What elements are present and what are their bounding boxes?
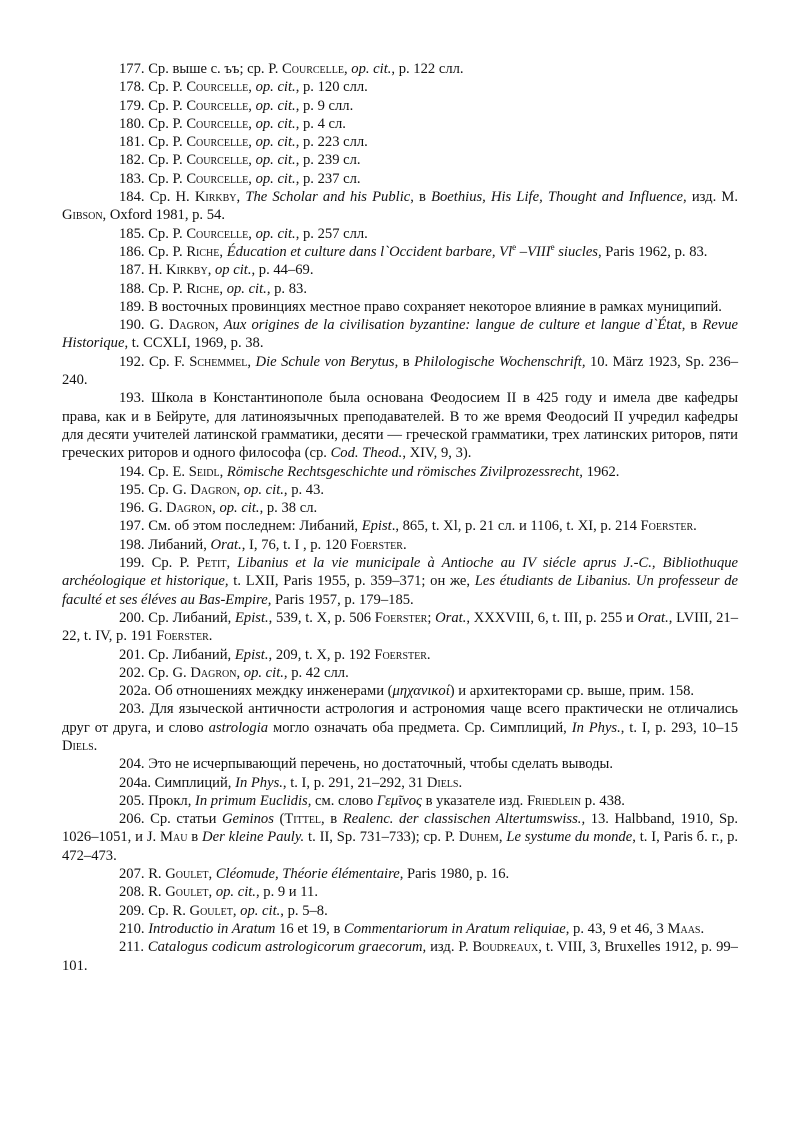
italic-text: In primum Euclidis,: [195, 792, 312, 809]
note-text: , p. 9 и 11.: [255, 884, 318, 901]
note-text: 16 et 19, в: [275, 920, 344, 937]
note-text: 204а. Симплиций,: [119, 774, 236, 791]
footnote-178: [62, 78, 738, 96]
italic-text: Libanius et la vie municipale à Antioche au IV siécle aprus J.-C., Bibliothuque archéologique et historique,: [62, 555, 739, 590]
italic-text: op. cit.: [243, 481, 284, 498]
note-text: 181. Ср. P.: [119, 134, 187, 151]
note-text: , p. 43, 9 et 46, 3: [565, 920, 668, 937]
author-name: Tittel: [284, 811, 322, 828]
footnote-192: [62, 353, 738, 390]
author-name: Courcelle: [186, 225, 249, 242]
author-name: Kirkby: [194, 189, 237, 206]
note-text: , Paris 1980, p. 16.: [399, 866, 510, 883]
note-text: ,: [248, 115, 256, 132]
note-text: ,: [219, 243, 227, 260]
italic-text: Cléomude, Théorie élémentaire: [215, 866, 400, 883]
superscript: e: [550, 242, 555, 253]
note-text: , p. 83.: [266, 280, 307, 297]
italic-text: Geminos: [222, 811, 274, 828]
note-text: ,: [207, 262, 215, 279]
italic-text: op. cit.: [351, 61, 392, 77]
author-name: Mau: [160, 829, 188, 846]
footnote-180: [62, 115, 738, 133]
author-name: Kirkby: [166, 262, 208, 279]
note-text: см. слово: [311, 792, 377, 809]
note-text: ,: [236, 664, 244, 681]
italic-text: Epist.: [234, 646, 269, 663]
author-name: Foerster: [350, 536, 403, 553]
note-text: , LVIII, 21–22, t. IV, p. 191: [62, 609, 738, 645]
footnote-190: [62, 316, 738, 353]
author-name: Courcelle: [186, 79, 249, 96]
footnote-207: [62, 865, 738, 883]
note-text: 202. Ср. G.: [119, 664, 191, 681]
note-text: , p. 257 слл.: [295, 225, 368, 242]
italic-text: Epist.: [235, 609, 269, 626]
note-text: 10. März 1923, Sp. 236–240.: [62, 353, 738, 389]
footnote-193: [62, 389, 738, 462]
note-text: 194. Ср. E.: [119, 463, 189, 480]
italic-text: Revue Historique: [62, 317, 739, 352]
note-text: 207. R.: [119, 866, 166, 883]
italic-text: In Phys.: [235, 774, 283, 791]
footnote-199: [62, 554, 738, 609]
note-text: 182. Ср. P.: [119, 152, 187, 169]
note-text: 204. Это не исчерпывающий перечень, но достаточный, чтобы сделать выводы.: [119, 756, 613, 773]
note-text: в: [187, 829, 203, 846]
note-text: , p. 43.: [283, 481, 325, 498]
note-text: , p. 9 слл.: [295, 97, 354, 114]
note-text: могло означать оба предмета. Ср. Симплиций,: [268, 719, 572, 736]
footnote-209: [62, 902, 738, 920]
footnote-202: [62, 664, 738, 682]
italic-text: –VIII: [516, 243, 551, 260]
italic-text: op. cit.: [255, 152, 296, 169]
note-text: , p. 237 сл.: [295, 170, 361, 187]
note-text: ,: [208, 884, 216, 901]
author-name: Foerster: [156, 628, 209, 645]
author-name: Foerster: [374, 646, 427, 663]
italic-text: In Phys.: [571, 719, 621, 736]
note-text: ,: [248, 134, 256, 151]
note-text: , p. 239 сл.: [295, 152, 361, 169]
author-name: Riche: [186, 280, 220, 297]
note-text: ,: [248, 225, 256, 242]
note-text: 210.: [119, 920, 149, 937]
note-text: ,: [214, 317, 224, 334]
note-text: 189. В восточных провинциях местное право сохраняет некоторое влияние в рамках муниципий.: [119, 298, 722, 315]
italic-text: op. cit.: [255, 79, 296, 96]
italic-text: op cit.: [214, 262, 252, 279]
author-name: Courcelle: [186, 170, 249, 187]
italic-text: op. cit.: [255, 170, 296, 187]
footnote-210: [62, 920, 738, 938]
author-name: Courcelle: [186, 97, 249, 114]
note-text: 177. Ср. выше с. ъъ; ср. P.: [119, 61, 283, 77]
footnote-208: [62, 883, 738, 901]
italic-text: μηχανικοί: [392, 683, 450, 700]
author-name: Dagron: [166, 500, 213, 517]
note-text: .: [93, 737, 98, 754]
note-text: 206. Ср. статьи: [119, 811, 222, 828]
note-text: 203. Для языческой античности астрология и астрономия чаще всего практически не отличались друг от друга, и слово: [62, 701, 738, 736]
italic-text: Catalogus codicum astrologicorum graecorum,: [147, 939, 427, 956]
author-name: Boudreaux: [472, 939, 539, 956]
note-text: ,: [208, 866, 216, 883]
note-text: 193. Школа в Константинополе была основана Феодосием II в 425 году и имела две кафедры права, как и в Бейруте, для латиноязычных преподавателей. В то же время Феодосий II учредил кафедры для десяти учителей латинской грамматики, десяти — греческой грамматики, трех латинских риторов, пяти греческих риторов и одного философа (ср.: [62, 390, 738, 462]
note-text: , p. 223 слл.: [295, 134, 368, 151]
author-name: Courcelle: [186, 134, 249, 151]
note-text: ,: [498, 829, 507, 846]
author-name: Goulet: [165, 884, 209, 901]
italic-text: op. cit.: [255, 97, 296, 114]
footnote-181: [62, 133, 738, 151]
italic-text: Die Schule von Berytus: [255, 353, 395, 370]
footnote-196: [62, 499, 738, 517]
note-text: ,: [248, 152, 256, 169]
footnote-202a: [62, 682, 738, 700]
italic-text: Γεμῖνος: [376, 792, 422, 809]
italic-text: Epist: [361, 518, 392, 535]
note-text: , p. 44–69.: [251, 262, 314, 279]
author-name: Dagron: [190, 481, 237, 498]
note-text: 184. Ср. H.: [119, 189, 195, 206]
note-text: ,: [247, 353, 256, 370]
author-name: Schemmel: [189, 353, 248, 370]
note-text: ) и архитекторами ср. выше, прим. 158.: [449, 683, 695, 700]
italic-text: op. cit.: [226, 280, 267, 297]
italic-text: op. cit.: [255, 225, 296, 242]
author-name: Courcelle: [186, 152, 249, 169]
author-name: Courcelle: [282, 61, 344, 77]
author-name: Duhem: [458, 829, 499, 846]
italic-text: Orat.: [637, 609, 669, 626]
note-text: 195. Ср. G.: [119, 481, 191, 498]
italic-text: Introductio in Aratum: [148, 920, 276, 937]
note-text: 201. Ср. Либаний,: [119, 646, 235, 663]
note-text: , t. I, p. 291, 21–292, 31: [282, 774, 427, 791]
italic-text: op. cit.: [219, 500, 260, 517]
footnote-198: [62, 536, 738, 554]
note-text: 183. Ср. P.: [119, 170, 187, 187]
footnote-201: [62, 646, 738, 664]
note-text: 186. Ср. P.: [119, 243, 187, 260]
footnote-189: [62, 298, 738, 316]
note-text: .: [458, 774, 463, 791]
italic-text: Aux origines de la civilisation byzantine: langue de culture et langue d`État: [223, 317, 682, 334]
superscript: e: [512, 242, 517, 253]
note-text: 211.: [119, 939, 148, 956]
footnote-182: [62, 151, 738, 169]
footnote-194: [62, 463, 738, 481]
italic-text: Orat.: [435, 609, 467, 626]
note-text: 199. Ср. P.: [119, 555, 197, 572]
note-text: 187. H.: [119, 262, 167, 279]
note-text: изд. P.: [426, 939, 473, 956]
note-text: 178. Ср. P.: [119, 79, 187, 96]
author-name: Petit: [196, 555, 227, 572]
italic-text: op. cit.: [243, 664, 284, 681]
italic-text: Philologische Wochenschrift,: [414, 353, 586, 370]
note-text: 209. Ср. R.: [119, 902, 190, 919]
italic-text: Realenc. der classischen Altertumswiss.,: [342, 811, 586, 828]
note-text: .: [693, 518, 697, 535]
note-text: , p. 122 слл.: [391, 61, 464, 77]
note-text: ,: [219, 463, 227, 480]
italic-text: Römische Rechtsgeschichte und römisches Zivilprozessrecht,: [226, 463, 583, 480]
footnote-187: [62, 261, 738, 279]
note-text: , 209, t. X, p. 192: [268, 646, 375, 663]
note-text: , в: [321, 811, 343, 828]
footnote-183: [62, 170, 738, 188]
note-text: ,: [226, 555, 238, 572]
footnote-list: [62, 60, 738, 975]
italic-text: Les étudiants de Libanius. Un professeur de faculté et ses éléves au Bas-Empire,: [62, 573, 739, 608]
footnote-179: [62, 97, 738, 115]
note-text: , t. I, Paris б. г., p. 472–473.: [62, 829, 739, 864]
note-text: 192. Ср. F.: [119, 353, 190, 370]
note-text: 13. Halbband, 1910, Sp. 1026–1051, и J.: [62, 811, 739, 846]
note-text: (: [273, 811, 285, 828]
author-name: Riche: [186, 243, 220, 260]
note-text: , в: [681, 317, 703, 334]
note-text: ,: [248, 79, 256, 96]
author-name: Seidl: [188, 463, 220, 480]
note-text: Paris 1957, p. 179–185.: [271, 591, 414, 608]
note-text: , изд. M.: [683, 189, 738, 206]
note-text: , I, 76, t. I , p. 120: [241, 536, 351, 553]
footnote-185: [62, 225, 738, 243]
note-text: , p. 42 слл.: [283, 664, 349, 681]
footnote-188: [62, 280, 738, 298]
italic-text: astrologia: [208, 719, 269, 736]
footnote-204a: [62, 774, 738, 792]
author-name: Dagron: [168, 317, 215, 334]
italic-text: Cod. Theod.: [330, 445, 403, 462]
note-text: ,: [232, 902, 241, 919]
italic-text: op. cit.: [255, 115, 296, 132]
italic-text: Orat.: [210, 536, 242, 553]
note-text: , p. 38 сл.: [259, 500, 318, 517]
note-text: , в: [410, 189, 432, 206]
note-text: ,: [212, 500, 220, 517]
note-text: , p. 4 сл.: [295, 115, 346, 132]
italic-text: Boethius, His Life, Thought and Influence: [431, 189, 684, 206]
footnote-184: [62, 188, 738, 225]
author-name: Goulet: [165, 866, 209, 883]
italic-text: The Scholar and his Public: [245, 189, 411, 206]
note-text: ,: [248, 170, 256, 187]
note-text: 200. Ср. Либаний,: [119, 609, 236, 626]
note-text: 205. Прокл,: [119, 792, 195, 809]
italic-text: Éducation et culture dans l`Occident barbare, Vl: [226, 243, 513, 260]
note-text: 1962.: [582, 463, 620, 480]
note-text: 188. Ср. P.: [119, 280, 187, 297]
note-text: , XXXVIII, 6, t. III, p. 255 и: [466, 609, 638, 626]
note-text: .: [402, 536, 407, 553]
note-text: ,: [236, 481, 244, 498]
note-text: , XIV, 9, 3).: [402, 445, 472, 462]
note-text: ,: [219, 280, 227, 297]
footnote-177: [62, 60, 738, 78]
note-text: ,: [343, 61, 352, 77]
note-text: 196. G.: [119, 500, 167, 517]
note-text: , t. CCXLI, 1969, p. 38.: [124, 335, 264, 352]
author-name: Maas: [667, 920, 701, 937]
note-text: t. II, Sp. 731–733); ср. P.: [304, 829, 459, 846]
author-name: Diels: [426, 774, 459, 791]
note-text: в указателе изд.: [421, 792, 527, 809]
author-name: Friedlein: [526, 792, 582, 809]
note-text: , t. VIII, 3, Bruxelles 1912, p. 99–101.: [62, 939, 738, 974]
note-text: , в: [394, 353, 415, 370]
footnote-204: [62, 755, 738, 773]
note-text: .: [700, 920, 705, 937]
italic-text: op. cit.: [215, 884, 256, 901]
note-text: 179. Ср. P.: [119, 97, 187, 114]
note-text: 180. Ср. P.: [119, 115, 187, 132]
author-name: Goulet: [189, 902, 233, 919]
note-text: 185. Ср. P.: [119, 225, 187, 242]
note-text: 190. G.: [119, 317, 169, 334]
footnote-206: [62, 810, 738, 865]
footnote-205: [62, 792, 738, 810]
italic-text: Commentariorum in Aratum reliquiae: [344, 920, 566, 937]
footnote-195: [62, 481, 738, 499]
note-text: , Paris 1962, p. 83.: [597, 243, 708, 260]
author-name: Foerster: [640, 518, 694, 535]
note-text: 198. Либаний,: [119, 536, 211, 553]
italic-text: op. cit.: [255, 134, 296, 151]
author-name: Dagron: [190, 664, 237, 681]
italic-text: Le systume du monde: [506, 829, 633, 846]
note-text: .: [208, 628, 213, 645]
author-name: Diels: [62, 737, 94, 754]
footnote-211: [62, 938, 738, 975]
footnote-186: [62, 243, 738, 261]
note-text: ., 865, t. Xl, p. 21 сл. и 1106, t. XI, p. 214: [391, 518, 641, 535]
note-text: ,: [236, 189, 246, 206]
note-text: 208. R.: [119, 884, 166, 901]
italic-text: Der kleine Pauly.: [202, 829, 305, 846]
italic-text: siucles: [554, 243, 598, 260]
note-text: t. LXII, Paris 1955, p. 359–371; он же,: [228, 573, 475, 590]
footnote-203: [62, 700, 738, 755]
note-text: , 539, t. X, p. 506: [268, 609, 375, 626]
note-text: , Oxford 1981, p. 54.: [102, 207, 225, 224]
note-text: , p. 5–8.: [280, 902, 328, 919]
note-text: .: [426, 646, 431, 663]
footnote-200: [62, 609, 738, 646]
note-text: p. 438.: [581, 792, 625, 809]
author-name: Foerster: [374, 609, 428, 626]
author-name: Gibson: [62, 207, 103, 224]
author-name: Courcelle: [186, 115, 249, 132]
note-text: , t. I, p. 293, 10–15: [620, 719, 739, 736]
note-text: ;: [427, 609, 436, 626]
note-text: ,: [248, 97, 256, 114]
note-text: 202а. Об отношениях междку инженерами (: [119, 683, 393, 700]
footnote-197: [62, 517, 738, 535]
italic-text: op. cit.: [240, 902, 281, 919]
note-text: 197. См. об этом последнем: Либаний,: [119, 518, 362, 535]
note-text: , p. 120 слл.: [295, 79, 368, 96]
